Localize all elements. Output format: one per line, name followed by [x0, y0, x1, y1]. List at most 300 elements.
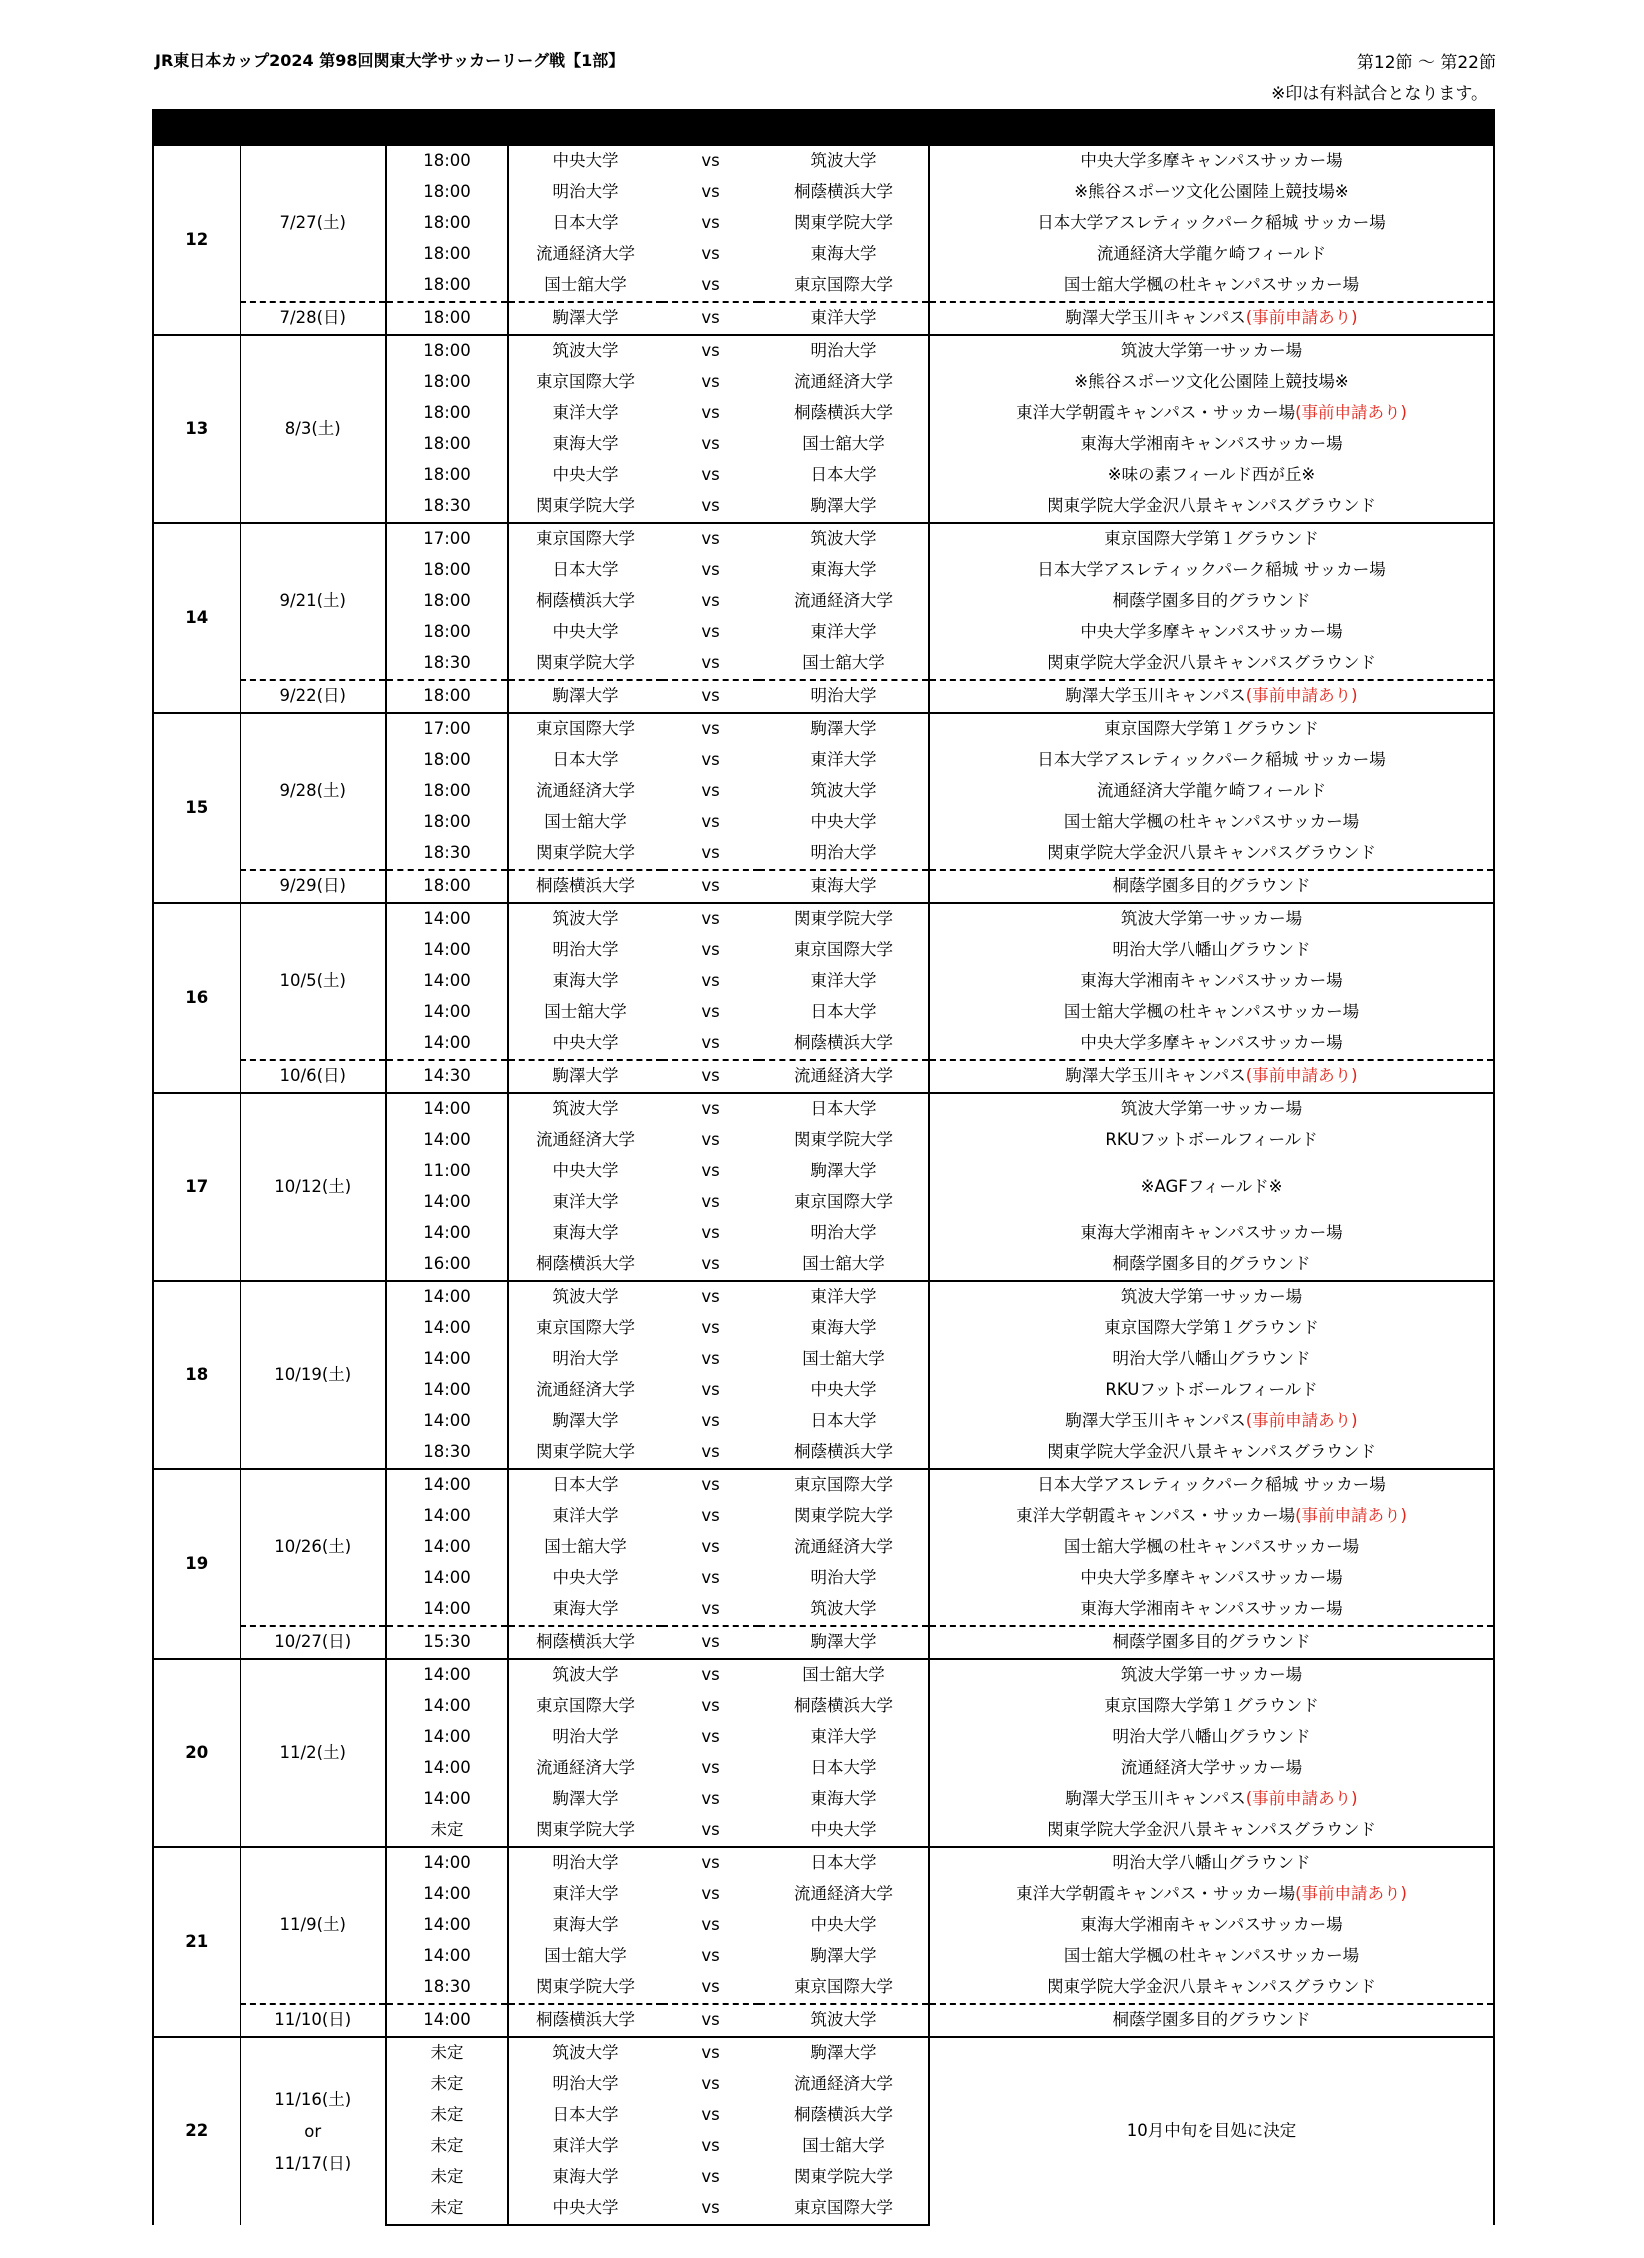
home-team: 関東学院大学 [536, 1442, 635, 1462]
venue-name: 駒澤大学玉川キャンパス [1065, 1066, 1246, 1086]
venue-name: 流通経済大学サッカー場 [1120, 1758, 1303, 1778]
kickoff-time: 14:00 [386, 903, 508, 935]
home-team: 東海大学 [552, 434, 619, 454]
kickoff-time: 18:00 [386, 398, 508, 429]
away-team: 流通経済大学 [794, 1884, 893, 1904]
venue-name: 中央大学多摩キャンパスサッカー場 [1080, 1033, 1343, 1053]
away-team: 日本大学 [810, 1411, 877, 1431]
venue [929, 1249, 1494, 1281]
venue-name: 日本大学アスレティックパーク稲城 サッカー場 [1037, 1475, 1386, 1495]
home-team: 日本大学 [552, 750, 619, 770]
kickoff-time: 14:00 [386, 1784, 508, 1815]
home-team: 関東学院大学 [536, 1820, 635, 1840]
match-row [153, 2004, 1494, 2037]
vs-label: vs [701, 812, 720, 832]
away-team: 東洋大学 [810, 750, 877, 770]
home-team: 東洋大学 [552, 1506, 619, 1526]
away-team: 東海大学 [810, 244, 877, 264]
vs-label: vs [662, 903, 759, 935]
venue [929, 1910, 1494, 1941]
away-team: 明治大学 [810, 843, 877, 863]
vs-label: vs [662, 1093, 759, 1125]
venue [929, 398, 1494, 429]
vs-label: vs [701, 1192, 720, 1212]
home-team: 桐蔭横浜大学 [508, 1626, 662, 1659]
venue-name: 関東学院大学金沢八景キャンパスグラウンド [1047, 1442, 1376, 1462]
home-team: 中央大学 [508, 145, 662, 177]
kickoff-time: 18:30 [386, 838, 508, 870]
venue [929, 1501, 1494, 1532]
kickoff-time: 18:00 [386, 208, 508, 239]
venue-name: 駒澤大学玉川キャンパス [1065, 1411, 1246, 1431]
match-date: 8/3(土) [240, 335, 386, 523]
away-team: 流通経済大学 [759, 1060, 929, 1093]
vs-label: vs [701, 496, 720, 516]
away-team: 関東学院大学 [794, 1506, 893, 1526]
venue-name: 駒澤大学玉川キャンパス [1065, 308, 1246, 328]
venue [929, 1594, 1494, 1626]
away-team: 中央大学 [810, 1915, 877, 1935]
away-team: 明治大学 [759, 335, 929, 367]
away-team: 明治大学 [810, 1568, 877, 1588]
away-team: 国士舘大学 [802, 434, 885, 454]
away-team: 駒澤大学 [759, 713, 929, 745]
kickoff-time: 14:00 [386, 1847, 508, 1879]
paid-match-note: ※印は有料試合となります。 [1271, 84, 1488, 104]
kickoff-time: 14:00 [386, 1028, 508, 1060]
away-team: 明治大学 [810, 1223, 877, 1243]
away-team: 東京国際大学 [759, 2193, 929, 2225]
venue-name: 関東学院大学金沢八景キャンパスグラウンド [1047, 1820, 1376, 1840]
venue [929, 460, 1494, 491]
venue [929, 1879, 1494, 1910]
vs-label: vs [701, 434, 720, 454]
match-date: 9/21(土) [240, 523, 386, 680]
kickoff-time: 14:00 [386, 1281, 508, 1313]
venue [929, 1093, 1494, 1125]
match-row [153, 870, 1494, 903]
vs-label: vs [662, 2037, 759, 2069]
vs-label: vs [662, 335, 759, 367]
venue [929, 903, 1494, 935]
venue [929, 1125, 1494, 1156]
away-team: 筑波大学 [759, 2004, 929, 2037]
section-number: 22 [153, 2037, 240, 2225]
match-date: 7/28(日) [240, 302, 386, 335]
home-team: 東洋大学 [552, 1884, 619, 1904]
away-team: 関東学院大学 [759, 903, 929, 935]
vs-label: vs [662, 1281, 759, 1313]
match-date: 10/6(日) [240, 1060, 386, 1093]
away-team: 桐蔭横浜大学 [794, 1033, 893, 1053]
home-team: 東海大学 [552, 1915, 619, 1935]
away-team: 桐蔭横浜大学 [794, 1696, 893, 1716]
vs-label: vs [701, 1915, 720, 1935]
venue [929, 145, 1494, 177]
kickoff-time: 未定 [386, 2131, 508, 2162]
vs-label: vs [701, 1442, 720, 1462]
away-team: 東洋大学 [810, 1727, 877, 1747]
venue [929, 523, 1494, 555]
venue [929, 335, 1494, 367]
venue-name: 流通経済大学龍ケ崎フィールド [1096, 781, 1327, 801]
home-team: 桐蔭横浜大学 [508, 870, 662, 903]
vs-label: vs [662, 2004, 759, 2037]
match-date-line: or [304, 2121, 322, 2141]
kickoff-time: 18:00 [386, 745, 508, 776]
vs-label: vs [701, 213, 720, 233]
away-team: 桐蔭横浜大学 [794, 2105, 893, 2125]
match-row [153, 1469, 1494, 1501]
home-team: 中央大学 [552, 465, 619, 485]
kickoff-time: 14:00 [386, 1093, 508, 1125]
kickoff-time: 14:00 [386, 1563, 508, 1594]
away-team: 駒澤大学 [810, 496, 877, 516]
kickoff-time: 14:00 [386, 1344, 508, 1375]
venue [929, 1722, 1494, 1753]
vs-label: vs [662, 1469, 759, 1501]
home-team: 桐蔭横浜大学 [536, 591, 635, 611]
home-team: 桐蔭横浜大学 [536, 1254, 635, 1274]
match-date-line: 11/17(日) [274, 2153, 352, 2173]
vs-label: vs [701, 1349, 720, 1369]
round-range: 第12節 ～ 第22節 [1356, 53, 1496, 73]
prior-application-note: (事前申請あり) [1245, 686, 1358, 706]
venue-name: 日本大学アスレティックパーク稲城 サッカー場 [1037, 213, 1386, 233]
venue [929, 713, 1494, 745]
kickoff-time: 14:00 [386, 1501, 508, 1532]
vs-label: vs [701, 2074, 720, 2094]
venue-name: 国士舘大学楓の杜キャンパスサッカー場 [1063, 1537, 1360, 1557]
home-team: 東洋大学 [552, 403, 619, 423]
prior-application-note: (事前申請あり) [1295, 403, 1407, 423]
venue-name: 桐蔭学園多目的グラウンド [1112, 1254, 1311, 1274]
away-team: 東洋大学 [759, 302, 929, 335]
section-number: 12 [153, 145, 240, 335]
venue [929, 1659, 1494, 1691]
kickoff-time: 未定 [386, 1815, 508, 1847]
venue [929, 1941, 1494, 1972]
venue-name: RKUフットボールフィールド [1105, 1130, 1318, 1150]
venue-name: 明治大学八幡山グラウンド [1112, 1727, 1311, 1747]
vs-label: vs [662, 145, 759, 177]
venue [929, 1028, 1494, 1060]
kickoff-time: 17:00 [386, 523, 508, 555]
venue [929, 1691, 1494, 1722]
away-team: 中央大学 [810, 1380, 877, 1400]
venue [929, 1344, 1494, 1375]
venue [929, 1156, 1494, 1218]
away-team: 筑波大学 [759, 523, 929, 555]
venue-name: ※AGFフィールド※ [1140, 1176, 1283, 1196]
kickoff-time: 14:00 [386, 1941, 508, 1972]
vs-label: vs [701, 781, 720, 801]
venue [929, 208, 1494, 239]
home-team: 明治大学 [552, 1349, 619, 1369]
venue [929, 1406, 1494, 1437]
kickoff-time: 14:00 [386, 1753, 508, 1784]
vs-label: vs [701, 1130, 720, 1150]
vs-label: vs [701, 1696, 720, 1716]
venue-name: 日本大学アスレティックパーク稲城 サッカー場 [1037, 560, 1386, 580]
venue-name: 関東学院大学金沢八景キャンパスグラウンド [1047, 496, 1376, 516]
away-team: 筑波大学 [810, 781, 877, 801]
home-team: 駒澤大学 [552, 1411, 619, 1431]
vs-label: vs [701, 1411, 720, 1431]
vs-label: vs [701, 1599, 720, 1619]
home-team: 東海大学 [552, 1599, 619, 1619]
home-team: 中央大学 [552, 622, 619, 642]
match-row [153, 680, 1494, 713]
vs-label: vs [701, 1318, 720, 1338]
kickoff-time: 14:00 [386, 1218, 508, 1249]
venue [929, 491, 1494, 523]
away-team: 国士舘大学 [802, 1254, 885, 1274]
away-team: 東京国際大学 [794, 1977, 893, 1997]
kickoff-time: 18:00 [386, 870, 508, 903]
away-team: 流通経済大学 [794, 372, 893, 392]
vs-label: vs [701, 1977, 720, 1997]
venue-name: 東海大学湘南キャンパスサッカー場 [1080, 1599, 1343, 1619]
match-date: 10/27(日) [240, 1626, 386, 1659]
kickoff-time: 14:30 [386, 1060, 508, 1093]
home-team: 関東学院大学 [536, 653, 635, 673]
vs-label: vs [701, 1380, 720, 1400]
home-team: 東洋大学 [552, 2136, 619, 2156]
home-team: 流通経済大学 [536, 244, 635, 264]
vs-label: vs [701, 182, 720, 202]
vs-label: vs [662, 713, 759, 745]
venue-name: 筑波大学第一サッカー場 [1120, 1099, 1303, 1119]
kickoff-time: 16:00 [386, 1249, 508, 1281]
vs-label: vs [701, 653, 720, 673]
away-team: 東洋大学 [759, 1281, 929, 1313]
match-date: 11/10(日) [240, 2004, 386, 2037]
prior-application-note: (事前申請あり) [1245, 1066, 1358, 1086]
venue-name: 駒澤大学玉川キャンパス [1065, 686, 1246, 706]
home-team: 日本大学 [552, 2105, 619, 2125]
prior-application-note: (事前申請あり) [1245, 1411, 1358, 1431]
away-team: 桐蔭横浜大学 [794, 1442, 893, 1462]
home-team: 東京国際大学 [536, 372, 635, 392]
vs-label: vs [701, 1884, 720, 1904]
venue-name: 東洋大学朝霞キャンパス・サッカー場 [1016, 1506, 1296, 1526]
kickoff-time: 18:00 [386, 555, 508, 586]
venue-name: 東京国際大学第１グラウンド [1104, 1696, 1319, 1716]
kickoff-time: 15:30 [386, 1626, 508, 1659]
away-team: 日本大学 [810, 1758, 877, 1778]
vs-label: vs [662, 1060, 759, 1093]
match-date: 9/22(日) [240, 680, 386, 713]
home-team: 駒澤大学 [508, 302, 662, 335]
kickoff-time: 14:00 [386, 966, 508, 997]
venue-name: 中央大学多摩キャンパスサッカー場 [1080, 622, 1343, 642]
kickoff-time: 未定 [386, 2193, 508, 2225]
venue-name: 筑波大学第一サッカー場 [1120, 1287, 1303, 1307]
match-row [153, 2037, 1494, 2069]
away-team: 桐蔭横浜大学 [794, 403, 893, 423]
venue-name: ※味の素フィールド西が丘※ [1107, 465, 1316, 485]
vs-label: vs [701, 1727, 720, 1747]
vs-label: vs [662, 2193, 759, 2225]
kickoff-time: 18:00 [386, 807, 508, 838]
page-title: JR東日本カップ2024 第98回関東大学サッカーリーグ戦【1部】 [155, 51, 625, 70]
match-date: 9/28(土) [240, 713, 386, 870]
section-number: 17 [153, 1093, 240, 1281]
away-team: 東京国際大学 [794, 940, 893, 960]
venue [929, 2004, 1494, 2037]
away-team: 東海大学 [810, 1789, 877, 1809]
away-team: 日本大学 [810, 465, 877, 485]
away-team: 桐蔭横浜大学 [794, 182, 893, 202]
kickoff-time: 14:00 [386, 935, 508, 966]
kickoff-time: 18:00 [386, 367, 508, 398]
away-team: 日本大学 [759, 1093, 929, 1125]
away-team: 東海大学 [759, 870, 929, 903]
vs-label: vs [701, 1223, 720, 1243]
venue [929, 270, 1494, 302]
match-date: 10/12(土) [240, 1093, 386, 1281]
venue-name: 関東学院大学金沢八景キャンパスグラウンド [1047, 653, 1376, 673]
home-team: 駒澤大学 [508, 680, 662, 713]
venue-name: 国士舘大学楓の杜キャンパスサッカー場 [1063, 1002, 1360, 1022]
away-team: 駒澤大学 [810, 1946, 877, 1966]
kickoff-time: 14:00 [386, 1125, 508, 1156]
home-team: 日本大学 [552, 213, 619, 233]
venue [929, 1563, 1494, 1594]
venue [929, 648, 1494, 680]
schedule-table [152, 109, 1495, 2226]
home-team: 中央大学 [552, 1033, 619, 1053]
section-number: 21 [153, 1847, 240, 2037]
venue [929, 429, 1494, 460]
home-team: 関東学院大学 [536, 1977, 635, 1997]
table-header-bar [153, 110, 1494, 145]
vs-label: vs [701, 372, 720, 392]
vs-label: vs [701, 2136, 720, 2156]
vs-label: vs [701, 1758, 720, 1778]
home-team: 桐蔭横浜大学 [508, 2004, 662, 2037]
home-team: 東京国際大学 [508, 523, 662, 555]
kickoff-time: 18:30 [386, 1972, 508, 2004]
section-number: 15 [153, 713, 240, 903]
venue [929, 1437, 1494, 1469]
venue-name: 関東学院大学金沢八景キャンパスグラウンド [1047, 843, 1376, 863]
match-row [153, 713, 1494, 745]
prior-application-note: (事前申請あり) [1295, 1506, 1407, 1526]
match-date: 10/5(土) [240, 903, 386, 1060]
away-team: 駒澤大学 [810, 1161, 877, 1181]
match-row [153, 1093, 1494, 1125]
away-team: 関東学院大学 [794, 213, 893, 233]
vs-label: vs [701, 591, 720, 611]
home-team: 流通経済大学 [536, 1130, 635, 1150]
away-team: 流通経済大学 [794, 591, 893, 611]
venue-name: 明治大学八幡山グラウンド [1112, 1349, 1311, 1369]
venue-name: RKUフットボールフィールド [1105, 1380, 1318, 1400]
home-team: 流通経済大学 [536, 781, 635, 801]
away-team: 東洋大学 [810, 622, 877, 642]
venue [929, 1815, 1494, 1847]
home-team: 駒澤大学 [508, 1060, 662, 1093]
away-team: 日本大学 [810, 1002, 877, 1022]
home-team: 国士舘大学 [544, 812, 627, 832]
venue-name: 明治大学八幡山グラウンド [1112, 940, 1311, 960]
home-team: 国士舘大学 [544, 1537, 627, 1557]
kickoff-time: 14:00 [386, 1659, 508, 1691]
away-team: 日本大学 [759, 1847, 929, 1879]
home-team: 流通経済大学 [536, 1758, 635, 1778]
kickoff-time: 14:00 [386, 997, 508, 1028]
venue-name: 駒澤大学玉川キャンパス [1065, 1789, 1246, 1809]
venue-name: 東洋大学朝霞キャンパス・サッカー場 [1016, 403, 1296, 423]
away-team: 筑波大学 [810, 1599, 877, 1619]
home-team: 明治大学 [508, 1847, 662, 1879]
prior-application-note: (事前申請あり) [1245, 308, 1358, 328]
venue-name: 桐蔭学園多目的グラウンド [1112, 1632, 1311, 1652]
venue: 10月中旬を目処に決定 [929, 2037, 1494, 2225]
home-team: 中央大学 [552, 1568, 619, 1588]
match-date: 11/9(土) [240, 1847, 386, 2004]
vs-label: vs [662, 302, 759, 335]
home-team: 明治大学 [552, 1727, 619, 1747]
away-team: 中央大学 [810, 812, 877, 832]
match-row [153, 1659, 1494, 1691]
match-row [153, 145, 1494, 177]
match-date: 11/2(土) [240, 1659, 386, 1847]
match-row [153, 1847, 1494, 1879]
vs-label: vs [701, 1506, 720, 1526]
venue-name: 明治大学八幡山グラウンド [1112, 1853, 1311, 1873]
away-team: 国士舘大学 [802, 653, 885, 673]
section-number: 14 [153, 523, 240, 713]
section-number: 19 [153, 1469, 240, 1659]
home-team: 筑波大学 [508, 2037, 662, 2069]
kickoff-time: 14:00 [386, 1910, 508, 1941]
venue [929, 177, 1494, 208]
home-team: 筑波大学 [508, 335, 662, 367]
away-team: 流通経済大学 [794, 2074, 893, 2094]
vs-label: vs [701, 843, 720, 863]
away-team: 国士舘大学 [759, 1659, 929, 1691]
away-team: 東京国際大学 [794, 1192, 893, 1212]
home-team: 日本大学 [508, 1469, 662, 1501]
vs-label: vs [701, 1002, 720, 1022]
venue-name: 筑波大学第一サッカー場 [1120, 341, 1303, 361]
home-team: 国士舘大学 [544, 1002, 627, 1022]
venue-name: 東京国際大学第１グラウンド [1104, 719, 1319, 739]
venue [929, 1375, 1494, 1406]
vs-label: vs [701, 275, 720, 295]
kickoff-time: 18:30 [386, 1437, 508, 1469]
kickoff-time: 14:00 [386, 1469, 508, 1501]
venue [929, 745, 1494, 776]
away-team: 明治大学 [759, 680, 929, 713]
kickoff-time: 未定 [386, 2162, 508, 2193]
venue [929, 680, 1494, 713]
venue [929, 1532, 1494, 1563]
venue-name: 東海大学湘南キャンパスサッカー場 [1080, 971, 1343, 991]
match-date: 10/26(土) [240, 1469, 386, 1626]
away-team: 中央大学 [810, 1820, 877, 1840]
kickoff-time: 未定 [386, 2100, 508, 2131]
venue-name: 筑波大学第一サッカー場 [1120, 909, 1303, 929]
home-team: 東海大学 [552, 1223, 619, 1243]
venue-name: ※熊谷スポーツ文化公園陸上競技場※ [1074, 182, 1349, 202]
vs-label: vs [701, 1033, 720, 1053]
match-date-line: 11/16(土) [274, 2089, 352, 2109]
kickoff-time: 未定 [386, 2037, 508, 2069]
